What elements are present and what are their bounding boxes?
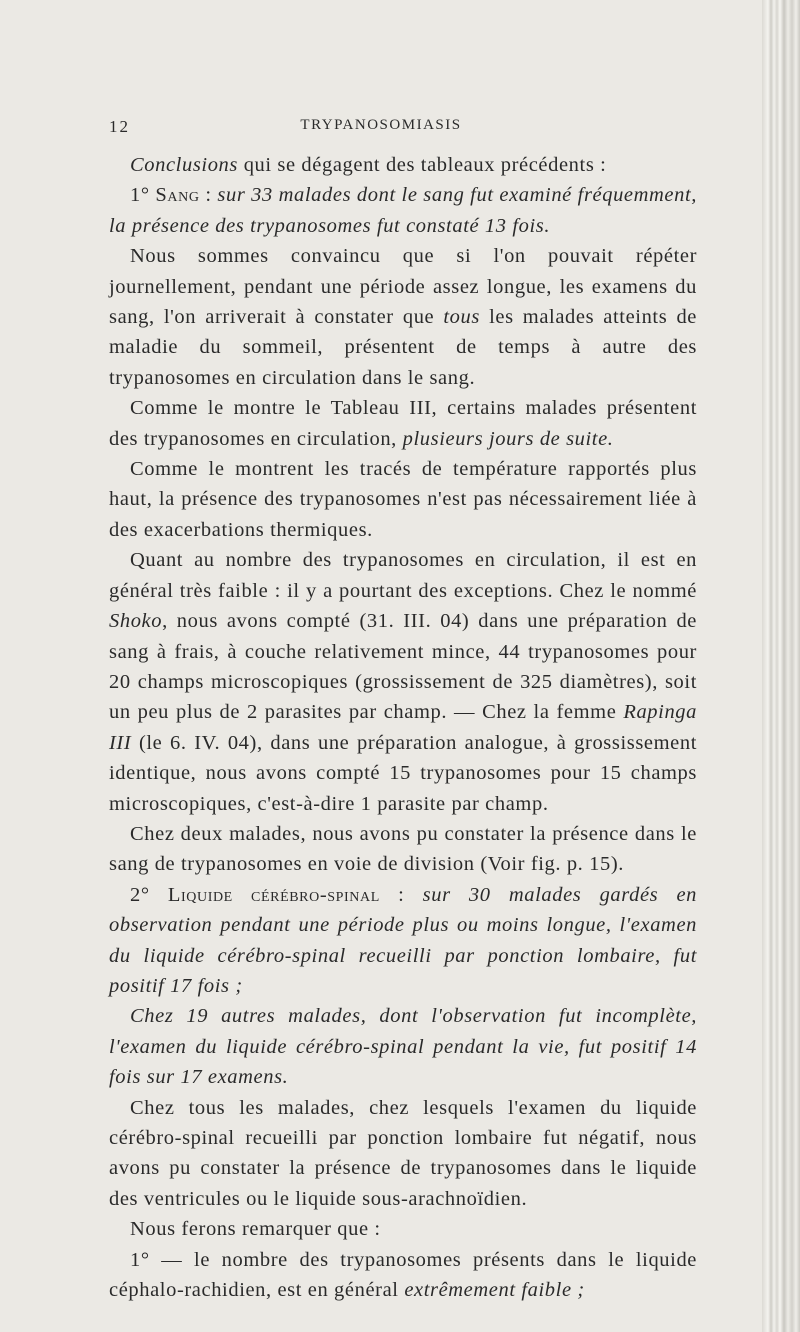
section-heading-sang: Sang (155, 184, 200, 207)
running-title: TRYPANOSOMIASIS (300, 117, 462, 133)
body-text (109, 150, 697, 1305)
paragraph: Chez 19 autres malades, dont l'observation fut incomplète, l'examen du liquide cérébro-spinal pendant la vie, fut positif 14 fois sur 17 examens. (109, 1005, 697, 1089)
paragraph: Quant au nombre des trypanosomes en circulation, il est en général très faible : il y a pourtant des exceptions. Chez le nommé Shoko, nous avons compté (31. III. 04) dans une préparation de sang à frais, à couche relativement mince, 44 trypanosomes pour 20 champs microscopiques (grossissement de 325 diamètres), soit un peu plus de 2 parasites par champ. — Chez la femme Rapinga III (le 6. IV. 04), dans une préparation analogue, à grossissement identique, nous avons compté 15 trypanosomes pour 15 champs microscopiques, c'est-à-dire 1 parasite par champ. (109, 549, 697, 815)
paragraph: Comme le montrent les tracés de température rapportés plus haut, la présence des trypanosomes n'est pas nécessairement liée à des exacerbations thermiques. (109, 458, 697, 541)
book-gutter-edge (762, 0, 800, 1332)
paragraph-sang: 1° Sang : sur 33 malades dont le sang fut examiné fréquemment, la présence des trypanosomes fut constaté 13 fois. (109, 184, 697, 237)
paragraph: Comme le montre le Tableau III, certains malades présentent des trypanosomes en circulation, plusieurs jours de suite. (109, 397, 697, 450)
paragraph: Chez tous les malades, chez lesquels l'examen du liquide cérébro-spinal recueilli par ponction lombaire fut négatif, nous avons pu constater la présence de trypanosomes dans le liquide des ventricules ou le liquide sous-arachnoïdien. (109, 1096, 697, 1210)
paragraph-conclusions: Conclusions qui se dégagent des tableaux précédents : (130, 154, 607, 176)
paragraph: Nous sommes convaincu que si l'on pouvait répéter journellement, pendant une période assez longue, les examens du sang, l'on arriverait à constater que tous les malades atteints de maladie du sommeil, présentent de temps à autre des trypanosomes en circulation dans le sang. (109, 245, 697, 389)
page-header (0, 117, 762, 141)
paragraph-liquide: 2° Liquide cérébro-spinal : sur 30 malades gardés en observation pendant une période plus ou moins longue, l'examen du liquide cérébro-spinal recueilli par ponction lombaire, fut positif 17 fois ; (109, 883, 698, 997)
page-number: 12 (109, 117, 130, 136)
paragraph: Chez deux malades, nous avons pu constater la présence dans le sang de trypanosomes en voie de division (Voir fig. p. 15). (109, 822, 697, 876)
paragraph: Nous ferons remarquer que : (130, 1218, 381, 1241)
section-heading-liquide: Liquide cérébro-spinal (167, 883, 380, 906)
paragraph: 1° — le nombre des trypanosomes présents dans le liquide céphalo-rachidien, est en général extrêmement faible ; (109, 1248, 697, 1302)
